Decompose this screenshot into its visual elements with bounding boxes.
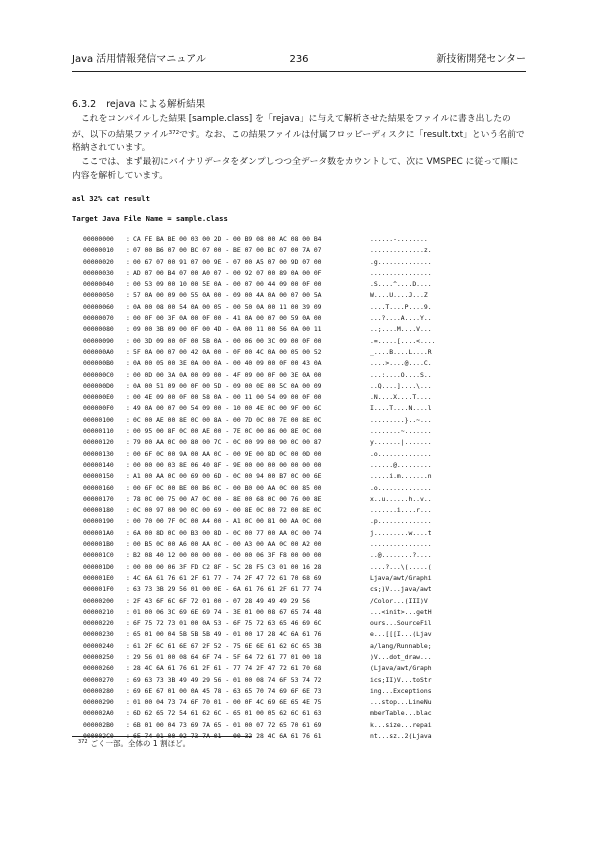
dump-row: [72, 675, 532, 686]
dump-row: [72, 245, 532, 256]
dump-separator: :: [126, 686, 130, 695]
dump-hex-bytes: 63 73 3B 29 56 01 00 0E - 6A 61 76 61 2F 61 77 74: [133, 585, 322, 594]
dump-hex-bytes: 28 4C 6A 61 76 61 2F 61 - 77 74 2F 47 72 61 70 68: [133, 664, 322, 673]
dump-row: [72, 347, 532, 358]
dump-row: [72, 279, 532, 290]
dump-ascii: ..@........?....: [370, 551, 432, 560]
dump-row: [72, 562, 532, 573]
paragraph-1-text: これをコンパイルした結果 [sample.class] を「rejava」に与えて解析させた結果をファイルに書き出したのが、以下の結果ファイル: [72, 114, 511, 140]
dump-row: [72, 483, 532, 494]
dump-row: [72, 539, 532, 550]
header-page-number: 236: [289, 54, 309, 65]
dump-address: 00000040: [83, 280, 114, 289]
dump-separator: :: [126, 573, 130, 582]
dump-ascii: ........~.......: [370, 427, 432, 436]
dump-hex-bytes: 6D 62 65 72 54 61 62 6C - 65 01 00 05 62 6C 61 63: [133, 709, 322, 718]
dump-row: [72, 358, 532, 369]
dump-address: 00000010: [83, 246, 114, 255]
dump-address: 00000270: [83, 675, 114, 684]
dump-hex-bytes: 00 0D 00 3A 0A 00 09 00 - 4F 09 00 0F 00 3E 0A 00: [133, 370, 322, 379]
dump-address: 00000210: [83, 607, 114, 616]
dump-address: 00000170: [83, 494, 114, 503]
dump-row: [72, 392, 532, 403]
dump-address: 00000030: [83, 268, 114, 277]
dump-hex-bytes: 00 6F 0C 00 BE 00 B6 0C - 00 B0 00 AA 0C 00 85 00: [133, 483, 322, 492]
dump-separator: :: [126, 720, 130, 729]
dump-address: 00000020: [83, 257, 114, 266]
dump-address: 00000290: [83, 698, 114, 707]
dump-separator: :: [126, 494, 130, 503]
dump-row: [72, 471, 532, 482]
dump-address: 00000120: [83, 438, 114, 447]
running-header: [72, 52, 526, 68]
dump-address: 000000C0: [83, 370, 114, 379]
dump-hex-bytes: 09 00 3B 09 00 0F 00 4D - 0A 00 11 00 56 0A 00 11: [133, 325, 322, 334]
dump-hex-bytes: 78 0C 00 75 00 A7 0C 00 - 8E 00 68 0C 00 76 00 8E: [133, 494, 322, 503]
dump-separator: :: [126, 675, 130, 684]
dump-row: [72, 437, 532, 448]
dump-separator: :: [126, 268, 130, 277]
dump-address: 00000080: [83, 325, 114, 334]
dump-ascii: ..............z.: [370, 246, 432, 255]
footnote-text: ごく一部。全体の 1 割ほど。: [90, 739, 191, 748]
hex-dump: [72, 234, 532, 742]
dump-ascii: ....>....@....C.: [370, 359, 432, 368]
dump-hex-bytes: A1 00 AA 0C 00 69 00 6D - 0C 00 94 00 B7 0C 00 6E: [133, 472, 322, 481]
dump-row: [72, 449, 532, 460]
dump-separator: :: [126, 404, 130, 413]
body-text: [72, 113, 526, 184]
dump-hex-bytes: B2 08 40 12 00 00 00 00 - 00 00 06 3F F8 00 00 00: [133, 551, 322, 560]
dump-row: [72, 403, 532, 414]
dump-hex-bytes: 6A 00 8D 0C 00 B3 00 8D - 0C 00 77 00 AA 0C 00 74: [133, 528, 322, 537]
dump-row: [72, 720, 532, 731]
dump-row: [72, 290, 532, 301]
dump-ascii: .....i.m.......n: [370, 472, 432, 481]
dump-row: [72, 584, 532, 595]
dump-separator: :: [126, 607, 130, 616]
dump-ascii: ..Q....]....\...: [370, 381, 432, 390]
dump-address: 00000190: [83, 517, 114, 526]
dump-address: 000001D0: [83, 562, 114, 571]
dump-ascii: ...?....A....Y..: [370, 314, 432, 323]
dump-ascii: ing...Exceptions: [370, 686, 432, 695]
dump-hex-bytes: 61 2F 6C 61 6E 67 2F 52 - 75 6E 6E 61 62 6C 65 3B: [133, 641, 322, 650]
dump-row: [72, 629, 532, 640]
dump-separator: :: [126, 732, 130, 741]
dump-row: [72, 426, 532, 437]
dump-separator: :: [126, 596, 130, 605]
header-manual-title: Java 活用情報発信マニュアル: [72, 54, 206, 65]
dump-separator: :: [126, 257, 130, 266]
dump-ascii: .N....X....T....: [370, 393, 432, 402]
dump-row: [72, 460, 532, 471]
header-organization: 新技術開発センター: [436, 54, 526, 65]
dump-row: [72, 607, 532, 618]
dump-ascii: .S....^....D....: [370, 280, 432, 289]
dump-ascii: ....?...\(.....(: [370, 562, 432, 571]
dump-row: [72, 550, 532, 561]
dump-row: [72, 516, 532, 527]
dump-hex-bytes: AD 07 00 B4 07 00 A0 07 - 00 92 07 00 89 0A 00 0F: [133, 268, 322, 277]
dump-ascii: Ljava/awt/Graphi: [370, 573, 432, 582]
dump-hex-bytes: 0A 00 08 00 54 0A 00 05 - 00 50 0A 00 11 00 39 09: [133, 302, 322, 311]
dump-hex-bytes: 00 4E 09 00 0F 00 58 0A - 00 11 00 54 09 00 0F 00: [133, 393, 322, 402]
dump-separator: :: [126, 291, 130, 300]
dump-ascii: nt...sz..2(Ljava: [370, 732, 432, 741]
dump-hex-bytes: 57 0A 00 09 00 55 0A 00 - 09 00 4A 0A 00 07 00 5A: [133, 291, 322, 300]
dump-row: [72, 528, 532, 539]
dump-row: [72, 596, 532, 607]
dump-hex-bytes: 79 00 AA 0C 00 80 00 7C - 0C 00 99 00 90 0C 00 87: [133, 438, 322, 447]
dump-hex-bytes: 65 01 00 04 5B 5B 5B 49 - 01 00 17 28 4C 6A 61 76: [133, 630, 322, 639]
dump-ascii: ................: [370, 540, 432, 549]
dump-ascii: mberTable...blac: [370, 709, 432, 718]
dump-ascii: a/lang/Runnable;: [370, 641, 432, 650]
dump-address: 00000160: [83, 483, 114, 492]
dump-address: 000000F0: [83, 404, 114, 413]
section-number: 6.3.2: [72, 99, 97, 110]
dump-address: 000001C0: [83, 551, 114, 560]
dump-ascii: e...[[[I...(Ljav: [370, 630, 432, 639]
dump-ascii: ......-........: [370, 235, 428, 243]
dump-ascii: ...<init>...getH: [370, 607, 432, 616]
dump-ascii: I....T....N....l: [370, 404, 432, 413]
dump-hex-bytes: 69 63 73 3B 49 49 29 56 - 01 00 08 74 6F 53 74 72: [133, 675, 322, 684]
dump-hex-bytes: 0C 00 AE 00 8E 0C 00 8A - 00 7D 0C 00 7E 00 8E 0C: [133, 415, 322, 424]
dump-separator: :: [126, 325, 130, 334]
dump-separator: :: [126, 528, 130, 537]
dump-separator: :: [126, 585, 130, 594]
dump-hex-bytes: 0C 00 97 00 90 0C 00 69 - 00 8E 0C 00 72 00 8E 0C: [133, 506, 322, 515]
dump-hex-bytes: 01 00 06 3C 69 6E 69 74 - 3E 01 00 08 67 65 74 48: [133, 607, 322, 616]
dump-hex-bytes: 01 00 04 73 74 6F 70 01 - 00 0F 4C 69 6E 65 4E 75: [133, 698, 322, 707]
dump-row: [72, 257, 532, 268]
dump-hex-bytes: 00 0F 00 3F 0A 00 0F 00 - 41 0A 00 07 00 59 0A 00: [133, 314, 322, 323]
command-line: asl 32% cat result: [72, 194, 150, 203]
dump-separator: :: [126, 630, 130, 639]
dump-separator: :: [126, 517, 130, 526]
dump-ascii: cs;)V...java/awt: [370, 585, 432, 594]
dump-address: 000002A0: [83, 709, 114, 718]
dump-separator: :: [126, 246, 130, 255]
dump-hex-bytes: 00 53 09 00 10 00 5E 0A - 00 07 00 44 09 00 0F 00: [133, 280, 322, 289]
dump-address: 00000110: [83, 427, 114, 436]
dump-ascii: ics;II)V...toStr: [370, 675, 432, 684]
dump-address: 000000B0: [83, 359, 114, 368]
dump-address: 00000090: [83, 336, 114, 345]
target-file-line: Target Java File Name = sample.class: [72, 214, 228, 223]
dump-row: [72, 618, 532, 629]
dump-ascii: ..;....M....V...: [370, 325, 432, 334]
dump-ascii: .o..............: [370, 449, 432, 458]
dump-separator: :: [126, 619, 130, 628]
dump-hex-bytes: 00 3D 09 00 0F 00 5B 0A - 00 06 00 3C 09 00 0F 00: [133, 336, 322, 345]
dump-separator: :: [126, 393, 130, 402]
dump-hex-bytes: 69 6E 67 01 00 0A 45 78 - 63 65 70 74 69 6F 6E 73: [133, 686, 322, 695]
dump-row: [72, 336, 532, 347]
dump-hex-bytes: 6E 74 01 00 02 73 7A 01 - 00 32 28 4C 6A 61 76 61: [133, 732, 322, 741]
dump-separator: :: [126, 449, 130, 458]
dump-separator: :: [126, 709, 130, 718]
dump-separator: :: [126, 381, 130, 390]
dump-separator: :: [126, 506, 130, 515]
dump-separator: :: [126, 551, 130, 560]
dump-row: [72, 494, 532, 505]
dump-hex-bytes: 6B 01 00 04 73 69 7A 65 - 01 00 07 72 65 70 61 69: [133, 720, 322, 729]
dump-separator: :: [126, 359, 130, 368]
paragraph-1: [72, 113, 526, 156]
dump-address: 00000250: [83, 652, 114, 661]
dump-separator: :: [126, 540, 130, 549]
dump-ascii: .=.....[....<....: [370, 336, 436, 345]
dump-separator: :: [126, 460, 130, 469]
dump-ascii: ...:....O....S..: [370, 370, 432, 379]
dump-ascii: x..u......h..v..: [370, 494, 432, 503]
dump-separator: :: [126, 664, 130, 673]
footnote-rule: [72, 736, 252, 737]
dump-ascii: y.......|.......: [370, 438, 432, 447]
dump-hex-bytes: 00 67 07 00 91 07 00 9E - 07 00 A5 07 00 9D 07 00: [133, 257, 322, 266]
dump-address: 000001F0: [83, 585, 114, 594]
dump-hex-bytes: 49 0A 00 07 00 54 09 00 - 10 00 4E 0C 00 9F 00 6C: [133, 404, 322, 413]
dump-row: [72, 313, 532, 324]
dump-row: [72, 641, 532, 652]
dump-row: [72, 573, 532, 584]
dump-row: [72, 505, 532, 516]
dump-hex-bytes: 00 00 00 03 8E 06 40 8F - 9E 00 00 00 00 00 00 00: [133, 460, 322, 469]
dump-row: [72, 324, 532, 335]
dump-address: 00000180: [83, 506, 114, 515]
footnote-mark: 372: [78, 739, 88, 745]
dump-separator: :: [126, 698, 130, 707]
dump-separator: :: [126, 314, 130, 323]
dump-hex-bytes: 0A 00 05 00 3E 0A 00 0A - 00 40 09 00 0F 00 43 0A: [133, 359, 322, 368]
dump-hex-bytes: CA FE BA BE 00 03 00 2D - 00 B9 08 00 AC 08 00 B4: [133, 235, 322, 243]
dump-address: 00000260: [83, 664, 114, 673]
dump-hex-bytes: 2F 43 6F 6C 6F 72 01 00 - 07 28 49 49 49 29 56: [133, 596, 310, 605]
dump-address: 00000240: [83, 641, 114, 650]
paragraph-2: ここでは、まず最初にバイナリデータをダンプしつつ全データ数をカウントして、次に VMSPEC に従って順に内容を解析しています。: [72, 157, 519, 181]
dump-ascii: /Color...(III)V: [370, 596, 428, 605]
dump-separator: :: [126, 415, 130, 424]
dump-address: 00000220: [83, 619, 114, 628]
dump-ascii: .g..............: [370, 257, 432, 266]
dump-row: [72, 381, 532, 392]
dump-address: 00000230: [83, 630, 114, 639]
dump-address: 000001E0: [83, 573, 114, 582]
section-title: rejava による解析結果: [106, 99, 206, 110]
dump-address: 00000100: [83, 415, 114, 424]
dump-address: 000001A0: [83, 528, 114, 537]
dump-address: 00000050: [83, 291, 114, 300]
dump-separator: :: [126, 280, 130, 289]
dump-separator: :: [126, 347, 130, 356]
dump-row: [72, 302, 532, 313]
dump-row: [72, 663, 532, 674]
dump-hex-bytes: 00 B5 0C 00 A6 00 AA 0C - 00 A3 00 AA 0C 00 A2 00: [133, 540, 322, 549]
dump-address: 000002C0: [83, 732, 114, 741]
dump-ascii: (Ljava/awt/Graph: [370, 664, 432, 673]
dump-ascii: .p..............: [370, 517, 432, 526]
dump-address: 000000A0: [83, 347, 114, 356]
dump-separator: :: [126, 336, 130, 345]
dump-row: [72, 697, 532, 708]
dump-hex-bytes: 00 00 00 06 3F FD C2 8F - 5C 28 F5 C3 01 00 16 28: [133, 562, 322, 571]
dump-address: 00000150: [83, 472, 114, 481]
dump-row: [72, 268, 532, 279]
dump-row: [72, 686, 532, 697]
dump-ascii: j.........w....t: [370, 528, 432, 537]
header-rule: [72, 71, 526, 72]
dump-address: 00000280: [83, 686, 114, 695]
dump-separator: :: [126, 370, 130, 379]
dump-ascii: ...stop...LineNu: [370, 698, 432, 707]
dump-ascii: .........}..~...: [370, 415, 432, 424]
paragraph-1-text-rest: です。なお、この結果ファイルは付属フロッピーディスクに「result.txt」という名前で格納されています。: [72, 129, 525, 154]
dump-hex-bytes: 00 6F 0C 00 9A 00 AA 0C - 00 9E 00 8D 0C 00 0D 00: [133, 449, 322, 458]
dump-address: 00000140: [83, 460, 114, 469]
dump-row: [72, 415, 532, 426]
dump-separator: :: [126, 652, 130, 661]
dump-address: 000000D0: [83, 381, 114, 390]
dump-row: [72, 234, 532, 245]
dump-ascii: .o..............: [370, 483, 432, 492]
dump-address: 00000070: [83, 314, 114, 323]
dump-separator: :: [126, 641, 130, 650]
dump-ascii: .......i....r...: [370, 506, 432, 515]
dump-hex-bytes: 4C 6A 61 76 61 2F 61 77 - 74 2F 47 72 61 70 68 69: [133, 573, 322, 582]
dump-separator: :: [126, 438, 130, 447]
dump-address: 00000060: [83, 302, 114, 311]
dump-hex-bytes: 00 70 00 7F 0C 00 A4 00 - A1 0C 00 81 00 AA 0C 00: [133, 517, 322, 526]
dump-separator: :: [126, 483, 130, 492]
dump-ascii: _....B....L....R: [370, 347, 432, 356]
dump-ascii: ours...SourceFil: [370, 619, 432, 628]
dump-ascii: ....T....P....9.: [370, 302, 432, 311]
dump-hex-bytes: 00 95 00 8F 0C 00 AE 00 - 7E 0C 00 86 00 8E 0C 00: [133, 427, 322, 436]
dump-address: 000002B0: [83, 720, 114, 729]
dump-ascii: ................: [370, 268, 432, 277]
dump-row: [72, 708, 532, 719]
dump-ascii: ......@.........: [370, 460, 432, 469]
dump-separator: :: [126, 427, 130, 436]
dump-hex-bytes: 5F 0A 00 07 00 42 0A 00 - 0F 00 4C 0A 00 05 00 52: [133, 347, 322, 356]
dump-row: [72, 370, 532, 381]
footnote-reference: 372: [168, 129, 180, 136]
footnote: [78, 738, 190, 749]
dump-ascii: W....U....J...Z: [370, 291, 428, 300]
dump-address: 00000130: [83, 449, 114, 458]
dump-address: 000001B0: [83, 540, 114, 549]
dump-ascii: k...size...repai: [370, 720, 432, 729]
dump-hex-bytes: 29 56 01 00 08 64 6F 74 - 5F 64 72 61 77 01 00 18: [133, 652, 322, 661]
dump-separator: :: [126, 235, 130, 243]
dump-ascii: )V...dot_draw...: [370, 652, 432, 661]
dump-separator: :: [126, 562, 130, 571]
dump-hex-bytes: 6F 75 72 73 01 00 0A 53 - 6F 75 72 63 65 46 69 6C: [133, 619, 322, 628]
dump-row: [72, 652, 532, 663]
dump-address: 00000000: [83, 235, 114, 243]
dump-separator: :: [126, 472, 130, 481]
dump-hex-bytes: 0A 00 51 09 00 0F 00 5D - 09 00 0E 00 5C 0A 00 09: [133, 381, 322, 390]
section-heading: [72, 96, 205, 110]
dump-address: 000000E0: [83, 393, 114, 402]
dump-separator: :: [126, 302, 130, 311]
dump-address: 00000200: [83, 596, 114, 605]
dump-hex-bytes: 07 00 B6 07 00 BC 07 00 - BE 07 00 BC 07 00 7A 07: [133, 246, 322, 255]
